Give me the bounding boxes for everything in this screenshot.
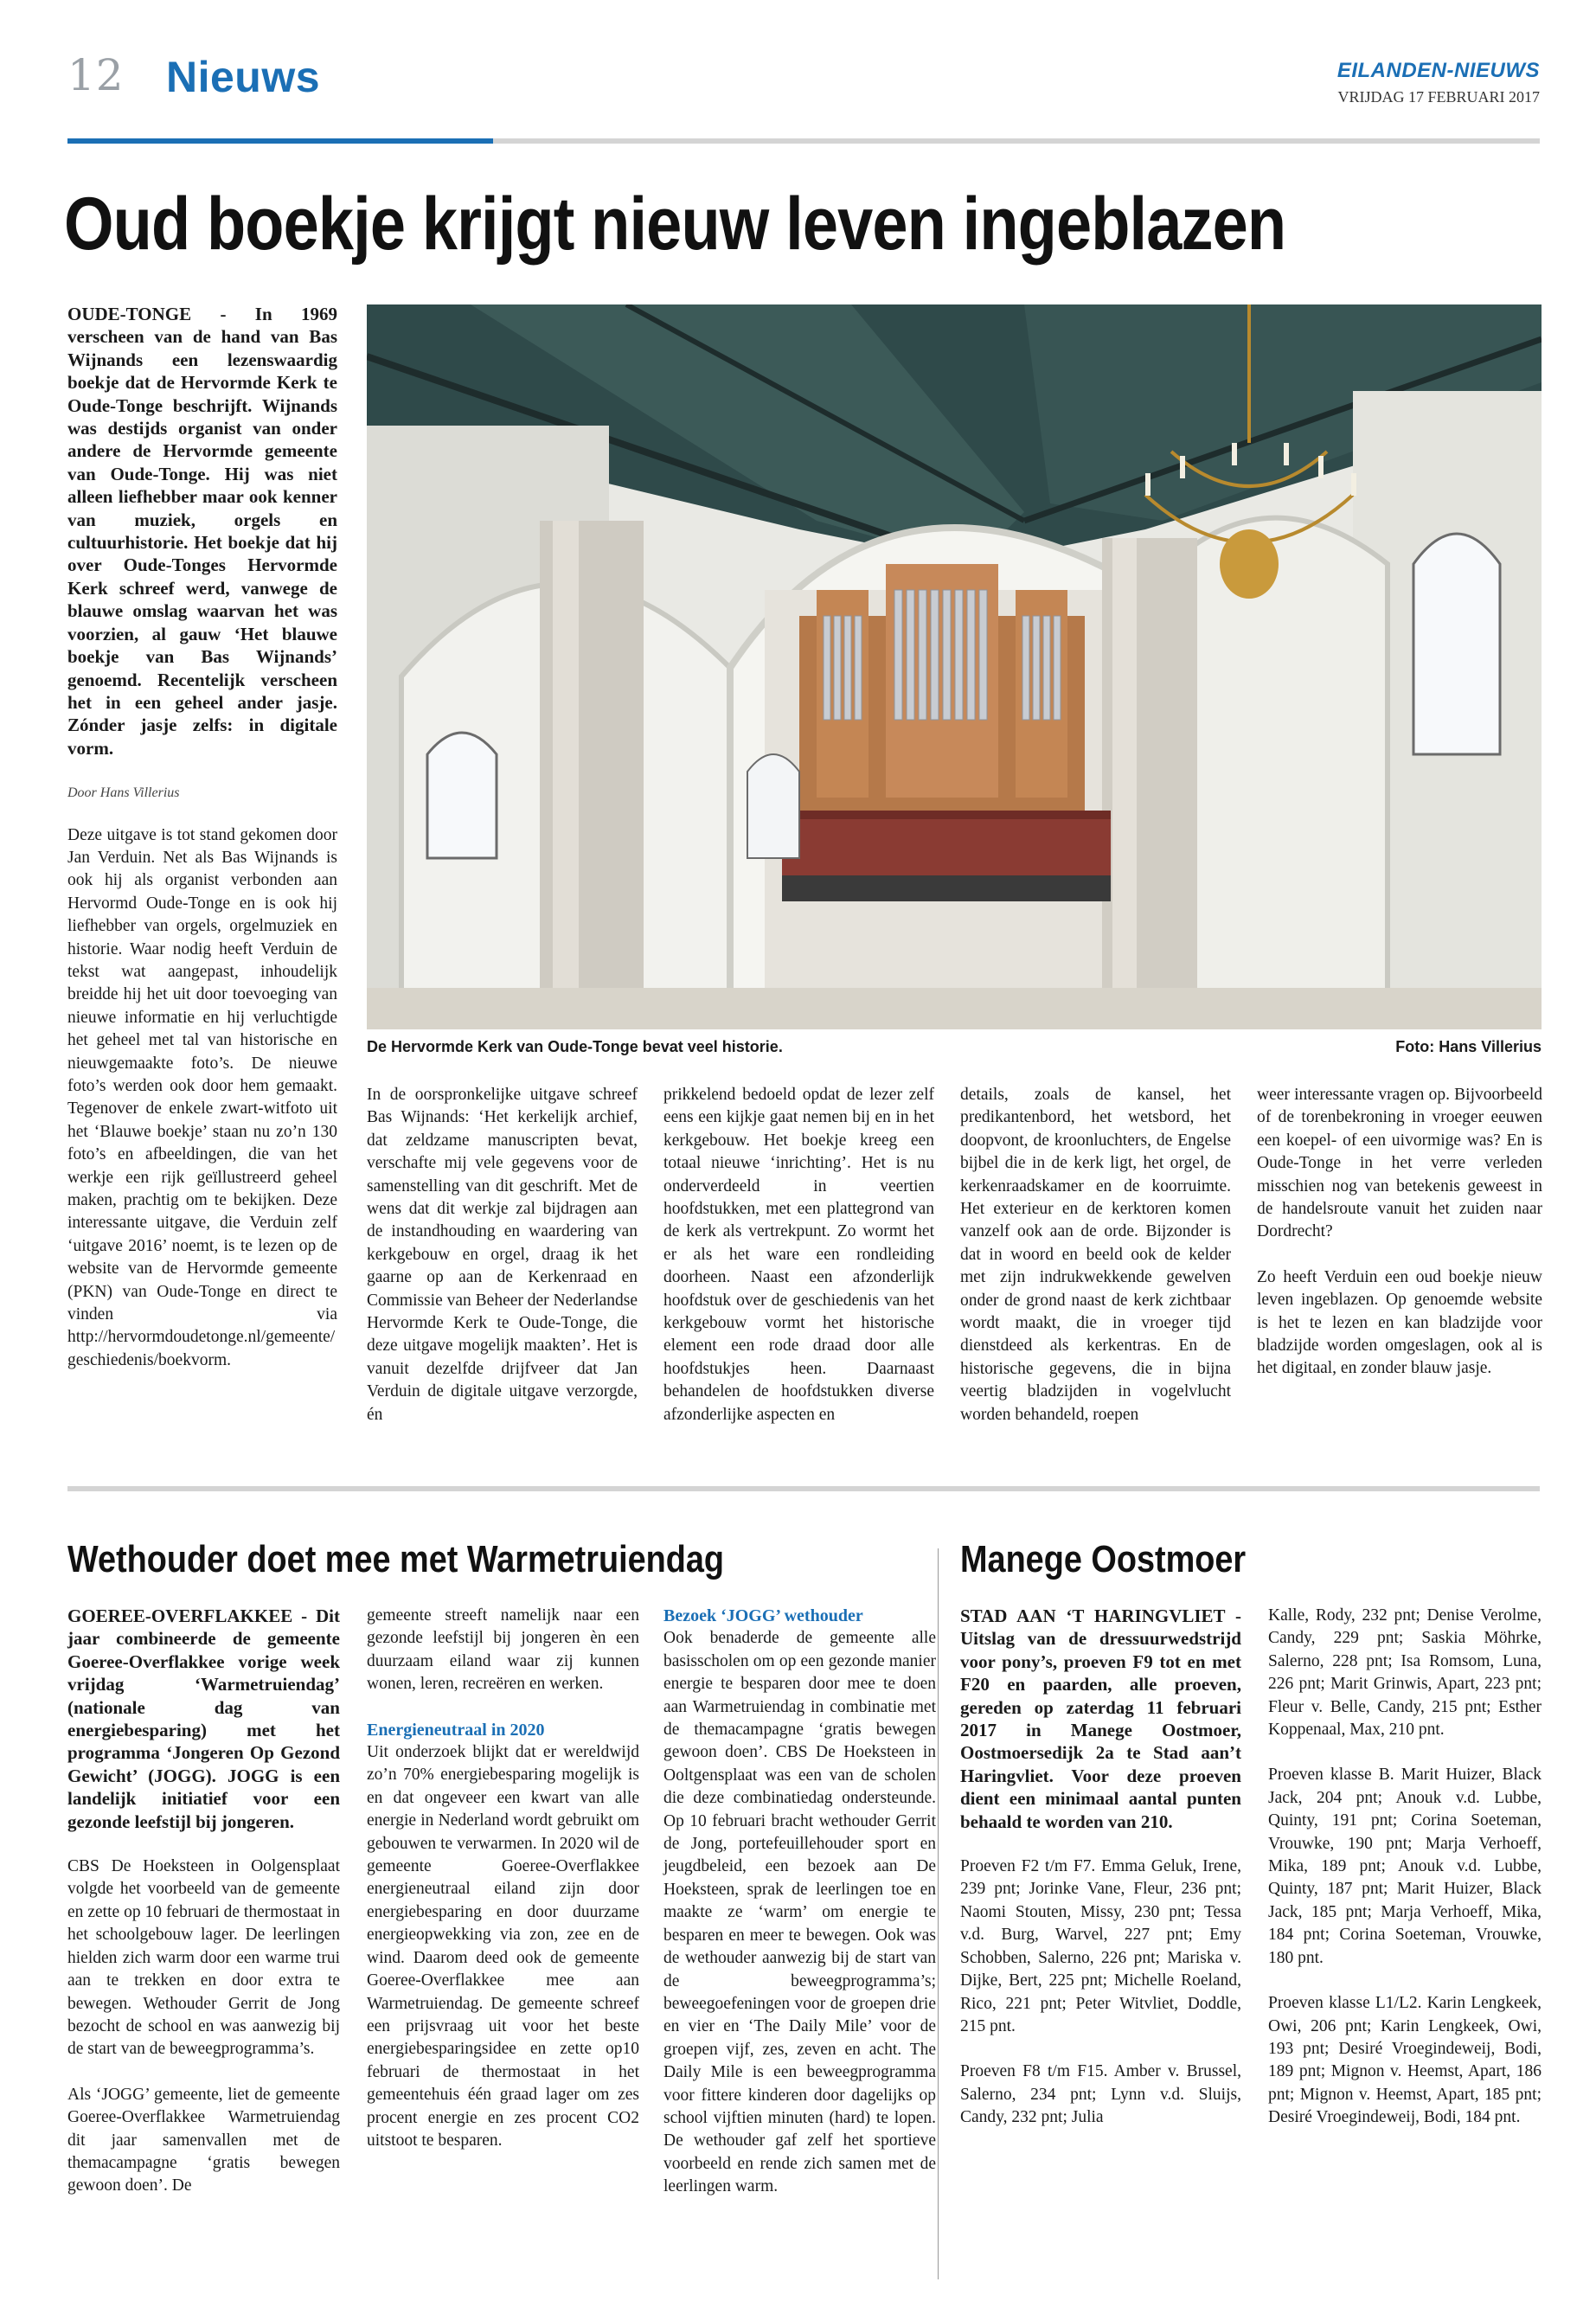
article2-col2 — [367, 1605, 639, 2152]
article3-results-f8-f15-cont: Kalle, Rody, 232 pnt; Denise Verolme, Candy, 229 pnt; Saskia Möhrke, Salerno, 228 pnt; Isa Romsom, Luna, 226 pnt; Marit Grinwis, Apart, 223 pnt; Fleur v. Belle, Candy, 215 pnt; Esther Koppenaal, Max, 210 pnt. — [1268, 1606, 1542, 1740]
article2-col1-p3: Als ‘JOGG’ gemeente, liet de gemeente Goeree-Overflakkee Warmetruiendag dit jaar samenvallen met de themacampagne ‘gratis bewegen gewoon doen’. De — [67, 2085, 340, 2195]
article2-subhead-energy: Energieneutraal in 2020 — [367, 1720, 545, 1740]
header-rule-accent — [67, 138, 493, 144]
newspaper-logo: EILANDEN-NIEUWS — [1336, 59, 1540, 82]
article-body-col1: Deze uitgave is tot stand gekomen door Jan Verduin. Net als Bas Wijnands is ook hij als organist verbonden aan Hervormd Oude-Tonge en is ook hij liefhebber van orgels, orgelmuziek en historie. Waar nodig heeft Verduin de tekst wat aangepast, inhoudelijk breidde hij het uit door toevoeging van nieuwe informatie en hij verluchtigde het geheel met tal van historische en nieuwgemaakte foto’s. De nieuwe foto’s werden ook door hem gemaakt. Tegenover de enkele zwart-witfoto uit het ‘Blauwe boekje’ staan nu zo’n 130 foto’s en afbeeldingen, die van het werkje een rijk geïllustreerd geheel maken, prachtig om te bekijken. Deze interessante uitgave, die Verduin zelf ‘uitgave 2016’ noemt, is te lezen op de website van de Hervormde gemeente (PKN) van Oude-Tonge en direct te vinden via http://hervormdoudetonge.nl/gemeente/geschiedenis/boekvorm. — [67, 825, 337, 1369]
photo-caption: De Hervormde Kerk van Oude-Tonge bevat veel historie. — [367, 1038, 783, 1055]
article3-results-f8-f15: Proeven F8 t/m F15. Amber v. Brussel, Salerno, 234 pnt; Lynn v.d. Sluijs, Candy, 232 pnt; Julia — [960, 2062, 1241, 2127]
article-intro: OUDE-TONGE - In 1969 verscheen van de hand van Bas Wijnands een lezenswaardig boekje dat de Hervormde Kerk te Oude-Tonge beschrijft. Wijnands was destijds organist van onder andere de Hervormde gemeente van Oude-Tonge. Hij was niet alleen liefhebber maar ook kenner van muziek, orgels en cultuurhistorie. Het boekje dat hij over Oude-Tonges Hervormde Kerk schreef werd, vanwege de blauwe omslag waarvan het was voorzien, al gauw ‘Het blauwe boekje van Bas Wijnands’ genoemd. Recentelijk verscheen het in een geheel ander jasje. Zónder jasje zelfs: in digitale vorm. — [67, 304, 337, 759]
article3-col1 — [960, 1605, 1241, 2130]
article-headline: Oud boekje krijgt nieuw leven ingeblazen — [64, 183, 1286, 266]
publication-date: VRIJDAG 17 FEBRUARI 2017 — [1337, 88, 1540, 106]
article3-results-f2-f7: Proeven F2 t/m F7. Emma Geluk, Irene, 239 pnt; Jorinke Vane, Fleur, 236 pnt; Naomi Stouten, Missy, 230 pnt; Tessa v.d. Burg, Warvel, 227 pnt; Emy Schobben, Salerno, 226 pnt; Mariska v. Dijke, Bert, 225 pnt; Michelle Roeland, Rico, 221 pnt; Peter Witvliet, Doddle, 215 pnt. — [960, 1857, 1241, 2035]
article-body-col2: In de oorspronkelijke uitgave schreef Bas Wijnands: ‘Het kerkelijk archief, dat zeldzame manuscripten bevat, verschafte mij vele gegevens voor de samenstelling van dit geschrift. Met de wens dat dit werkje zal bijdragen aan de instandhouding en waardering van kerkgebouw en orgel, draag ik het gaarne op aan de Kerkenraad en Commissie van Beheer der Nederlandse Hervormde Kerk te Oude-Tonge, die deze uitgave mogelijk maakten’. Het is vanuit dezelfde drijfveer dat Jan Verduin de digitale uitgave verzorgde, én — [367, 1086, 638, 1424]
article2-col2-p2: Uit onderzoek blijkt dat er wereldwijd zo’n 70% energiebesparing mogelijk is en dat ongeveer een kwart van alle energie in Nederland wordt gebruikt om gebouwen te verwarmen. In 2020 wil de gemeente Goeree-Overflakkee energieneutraal eiland zijn door energiebesparing en door duurzame energieopwekking via zon, zee en de wind. Daarom deed ook de gemeente Goeree-Overflakkee mee aan Warmetruiendag. De gemeente schreef een prijsvraag uit voor het beste energiebesparingsidee en zette op10 februari de thermostaat in het gemeentehuis één graad lager om zes procent energie en zes procent CO2 uitstoot te besparen. — [367, 1743, 639, 2150]
section-divider — [67, 1486, 1540, 1491]
byline: Door Hans Villerius — [67, 785, 180, 801]
article-intro-column — [67, 303, 337, 1372]
article-body-col3: prikkelend bedoeld opdat de lezer zelf eens een kijkje gaat nemen bij en in het kerkgebouw. Het boekje kreeg een totaal nieuwe ‘inrichting’. Het is nu onderverdeeld in veertien hoofdstukken, met een plattegrond van de kerk als vertrekpunt. Zo wormt het er als het ware een rondleiding doorheen. Naast een afzonderlijk hoofdstuk over de geschiedenis van het kerkgebouw vormt het historische element een rode draad door alle hoofdstukjes heen. Daarnaast behandelen de hoofdstukken diverse afzonderlijke aspecten en — [663, 1086, 934, 1424]
article2-col1 — [67, 1605, 340, 2198]
article2-col2-p1: gemeente streeft namelijk naar een gezonde leefstijl bij jongeren èn een duurzaam eiland waar zij kunnen wonen, leren, recreëren en werken. — [367, 1606, 639, 1694]
article-body-col5 — [1257, 1084, 1542, 1381]
article3-intro: STAD AAN ‘T HARINGVLIET - Uitslag van de dressuurwedstrijd voor pony’s, proeven F9 tot en met F20 en paarden, alle proeven, gereden op zaterdag 11 februari 2017 in Manege Oostmoer, Oostmoersedijk 2a te Stad aan’t Haringvliet. Voor deze proeven dient een minimaal aantal punten behaald te worden van 210. — [960, 1606, 1241, 1832]
article-body-col4: details, zoals de kansel, het predikantenbord, het wetsbord, het doopvont, de kroonluchters, de Engelse bijbel die in de kerk ligt, het orgel, de kerkenraadskamer en de koorruimte. Het exterieur en de kerktoren komen vanzelf ook aan de orde. Bijzonder is dat in woord en beeld ook de kelder met zijn indrukwekkende gewelven onder de grond naast de kerk zichtbaar wordt maakt, die in vroeger tijd dienstdeed als kerkentras. En de historische gegevens, die in bijna veertig bladzijden in vogelvlucht worden behandeld, roepen — [960, 1086, 1231, 1424]
article2-subhead-jogg: Bezoek ‘JOGG’ wethouder — [663, 1606, 863, 1625]
article3-results-klasse-b: Proeven klasse B. Marit Huizer, Black Jack, 204 pnt; Anouk v.d. Lubbe, Quinty, 191 pnt; Corina Soeteman, Vrouwke, 190 pnt; Marja Verhoeff, Mika, 189 pnt; Anouk v.d. Lubbe, Quinty, 187 pnt; Marit Huizer, Black Jack, 185 pnt; Marja Verhoeff, Mika, 184 pnt; Corina Soeteman, Vrouwke, 180 pnt. — [1268, 1766, 1542, 1967]
article2-col3 — [663, 1605, 936, 2199]
article2-headline: Wethouder doet mee met Warmetruiendag — [67, 1538, 725, 1580]
article3-headline: Manege Oostmoer — [960, 1538, 1247, 1580]
article2-intro: GOEREE-OVERFLAKKEE - Dit jaar combineerde de gemeente Goeree-Overflakkee vorige week vrijdag ‘Warmetruiendag’ (nationale dag van energiebesparing) met het programma ‘Jongeren Op Gezond Gewicht’ (JOGG). JOGG is een landelijk initiatief voor een gezonde leefstijl bij jongeren. — [67, 1606, 340, 1832]
article3-results-klasse-l: Proeven klasse L1/L2. Karin Lengkeek, Owi, 206 pnt; Karin Lengkeek, Owi, 193 pnt; Desiré Vroegindeweij, Bodi, 189 pnt; Mignon v. Heemst, Apart, 186 pnt; Mignon v. Heemst, Apart, 185 pnt; Desiré Vroegindeweij, Bodi, 184 pnt. — [1268, 1994, 1542, 2127]
section-title: Nieuws — [166, 53, 321, 101]
photo-credit: Foto: Hans Villerius — [1395, 1038, 1542, 1055]
article-body-col5-p2: Zo heeft Verduin een oud boekje nieuw leven ingeblazen. Op genoemde website is het te lezen en kan bladzijde voor bladzijde worden omgeslagen, ook al is het digitaal, en zonder blauw jasje. — [1257, 1267, 1542, 1378]
article2-col3-p1: Ook benaderde de gemeente alle basisscholen om op een gezonde manier energie te besparen door mee te doen aan Warmetruiendag in combinatie met de themacampagne ‘gratis bewegen gewoon doen’. CBS De Hoeksteen in Ooltgensplaat was een van de scholen die deze combinatiedag ondersteunde. Op 10 februari bracht wethouder Gerrit de Jong, portefeuillehouder sport en jeugdbeleid, een bezoek aan De Hoeksteen, sprak de leerlingen toe en maakte ze ‘warm’ om energie te besparen en meer te bewegen. Ook was de wethouder aanwezig bij de start van de beweegprogramma’s; beweegoefeningen voor de groepen drie en vier en ‘The Daily Mile’ voor de groepen vijf, zes, zeven en acht. The Daily Mile is een beweegprogramma voor fittere kinderen door dagelijks op school vijftien minuten (hard) te lopen. De wethouder gaf zelf het sportieve voorbeeld en rende zich samen met de leerlingen warm. — [663, 1629, 936, 2196]
church-photo — [367, 304, 1542, 1029]
column-separator — [938, 1548, 939, 2279]
page-number: 12 — [67, 50, 125, 100]
article2-col1-p2: CBS De Hoeksteen in Oolgensplaat volgde het voorbeeld van de gemeente en zette op 10 februari de thermostaat in het schoolgebouw lager. De leerlingen hielden zich warm door een warme trui aan te trekken en door extra te bewegen. Wethouder Gerrit de Jong bezocht de school en was aanwezig bij de start van de beweegprogramma’s. — [67, 1857, 340, 2059]
article3-col2 — [1268, 1605, 1542, 2130]
article-body-col5-p1: weer interessante vragen op. Bijvoorbeeld of de torenbekroning in vroeger eeuwen een koepel- of een uivormige was? En is Oude-Tonge in het verre verleden misschien nog van betekenis geweest in de handelsroute vanuit het zuiden naar Dordrecht? — [1257, 1086, 1542, 1241]
photo-caption-bar — [367, 1038, 1542, 1056]
